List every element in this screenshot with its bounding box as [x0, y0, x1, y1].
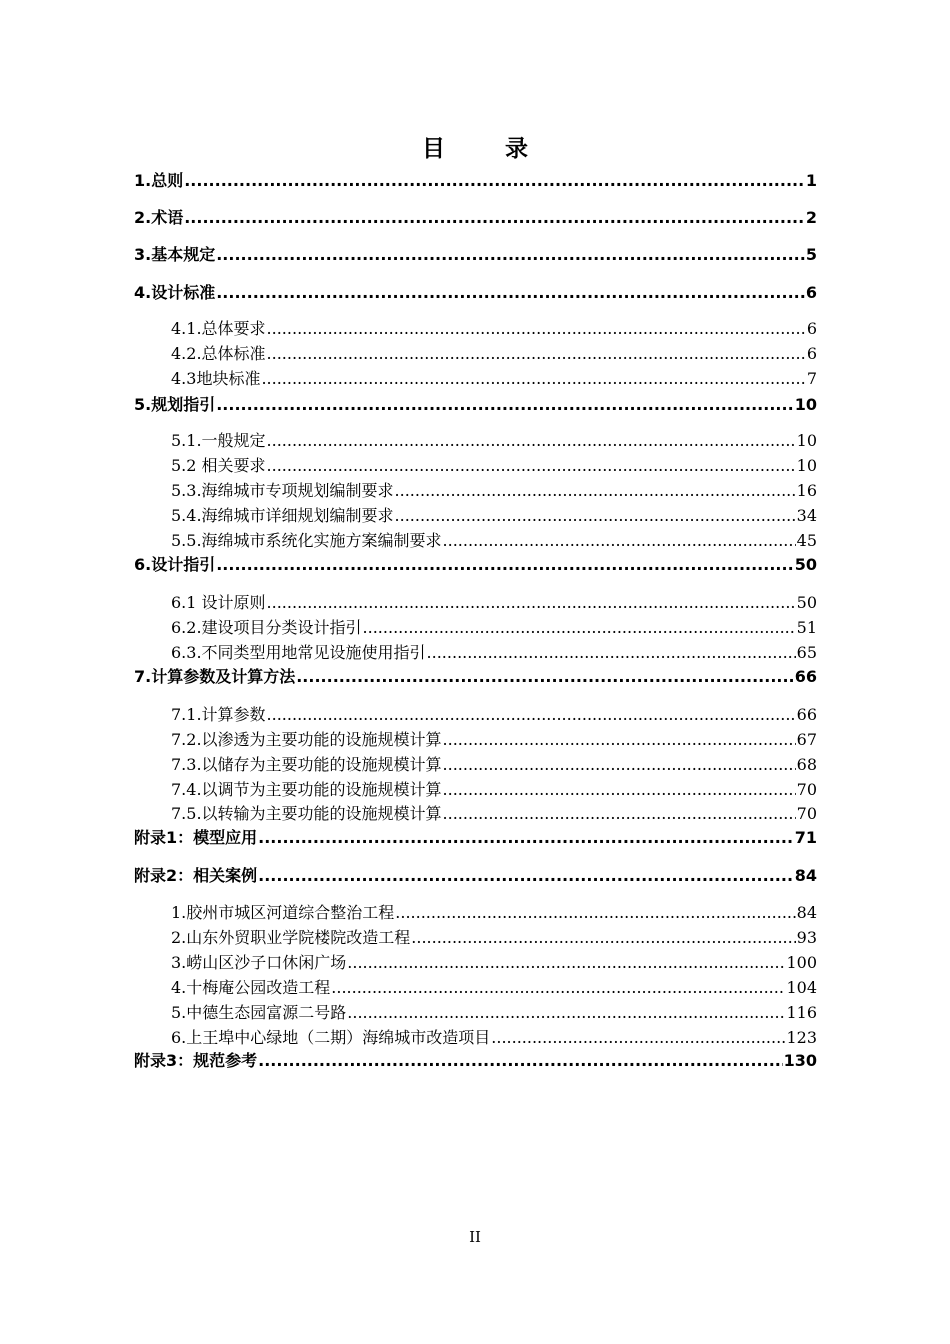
toc-leader	[216, 555, 794, 574]
toc-entry-page: 50	[796, 593, 817, 612]
toc-entry-label: 5.规划指引	[134, 395, 216, 414]
toc-leader	[491, 1028, 785, 1047]
page-number: II	[469, 1228, 481, 1246]
toc-leader	[258, 866, 794, 885]
toc-leader	[443, 804, 796, 823]
toc-entry-page: 116	[786, 1003, 817, 1022]
toc-entry-page: 51	[796, 618, 817, 637]
toc-entry[interactable]	[171, 1000, 817, 1023]
toc-entry-label: 5.1.一般规定	[171, 431, 266, 450]
toc-entry[interactable]	[171, 316, 817, 339]
toc-entry[interactable]	[171, 752, 817, 775]
toc-leader	[258, 828, 794, 847]
toc-entry-page: 93	[796, 928, 817, 947]
toc-leader	[395, 506, 796, 525]
toc-entry[interactable]	[171, 428, 817, 451]
toc-entry-label: 2.术语	[134, 208, 184, 227]
toc-leader	[267, 593, 796, 612]
toc-leader	[443, 755, 796, 774]
toc-entry-label: 5.2 相关要求	[171, 456, 266, 475]
toc-entry[interactable]	[171, 727, 817, 750]
toc-entry[interactable]	[171, 366, 817, 389]
toc-entry[interactable]	[171, 341, 817, 364]
toc-entry-label: 1.总则	[134, 171, 184, 190]
toc-entry-label: 附录3：规范参考	[134, 1051, 258, 1070]
toc-entry-page: 130	[783, 1051, 817, 1070]
toc-leader	[261, 369, 805, 388]
toc-entry-label: 6.1 设计原则	[171, 593, 266, 612]
toc-leader	[363, 618, 796, 637]
toc-leader	[395, 903, 795, 922]
toc-entry[interactable]	[171, 615, 817, 638]
toc-entry-page: 123	[786, 1028, 817, 1047]
toc-entry-page: 10	[796, 431, 817, 450]
toc-leader	[184, 208, 805, 227]
toc-leader	[296, 667, 794, 686]
toc-leader	[347, 953, 785, 972]
toc-leader	[267, 456, 796, 475]
toc-leader	[443, 531, 796, 550]
toc-entry-label: 3.崂山区沙子口休闲广场	[171, 953, 347, 972]
toc-entry[interactable]	[171, 925, 817, 948]
toc-entry[interactable]	[171, 777, 817, 800]
toc-leader	[267, 344, 806, 363]
toc-entry-page: 7	[806, 369, 817, 388]
toc-leader	[347, 1003, 785, 1022]
toc-entry[interactable]	[171, 503, 817, 526]
toc-entry-label: 附录1：模型应用	[134, 828, 258, 847]
toc-leader	[443, 780, 796, 799]
toc-entry-page: 100	[786, 953, 817, 972]
toc-entry-page: 2	[805, 208, 817, 227]
toc-entry-label: 1.胶州市城区河道综合整治工程	[171, 903, 395, 922]
toc-title: 目 录	[421, 136, 554, 162]
toc-entry-page: 71	[794, 828, 817, 847]
toc-entry-label: 7.3.以储存为主要功能的设施规模计算	[171, 755, 442, 774]
toc-entry[interactable]	[171, 640, 817, 663]
toc-entry-page: 5	[805, 245, 817, 264]
toc-entry-page: 70	[796, 780, 817, 799]
toc-entry-page: 6	[805, 283, 817, 302]
toc-entry-label: 5.3.海绵城市专项规划编制要求	[171, 481, 394, 500]
toc-entry-page: 70	[796, 804, 817, 823]
toc-leader	[443, 730, 796, 749]
toc-entry[interactable]	[134, 863, 817, 886]
toc-leader	[216, 245, 805, 264]
toc-entry-page: 16	[796, 481, 817, 500]
toc-leader	[395, 481, 796, 500]
toc-entry-label: 4.设计标准	[134, 283, 216, 302]
toc-entry[interactable]	[171, 590, 817, 613]
toc-entry-label: 7.计算参数及计算方法	[134, 667, 296, 686]
toc-entry-page: 10	[796, 456, 817, 475]
toc-entry-page: 1	[805, 171, 817, 190]
toc-entry-page: 68	[796, 755, 817, 774]
toc-entry-label: 4.3地块标准	[171, 369, 261, 388]
toc-leader	[267, 319, 806, 338]
toc-entry-label: 4.1.总体要求	[171, 319, 266, 338]
toc-entry[interactable]	[171, 950, 817, 973]
toc-entry[interactable]	[134, 552, 817, 575]
toc-entry[interactable]	[171, 801, 817, 824]
toc-entry-label: 3.基本规定	[134, 245, 216, 264]
toc-entry[interactable]	[134, 168, 817, 191]
toc-entry[interactable]	[134, 242, 817, 265]
toc-entry[interactable]	[134, 1048, 817, 1071]
toc-entry-label: 7.5.以转输为主要功能的设施规模计算	[171, 804, 442, 823]
toc-leader	[427, 643, 796, 662]
toc-entry-label: 附录2：相关案例	[134, 866, 258, 885]
toc-entry-label: 4.2.总体标准	[171, 344, 266, 363]
toc-entry-page: 84	[794, 866, 817, 885]
toc-entry-page: 10	[794, 395, 817, 414]
toc-entry[interactable]	[171, 1025, 817, 1048]
toc-entry[interactable]	[134, 392, 817, 415]
toc-entry-page: 45	[796, 531, 817, 550]
toc-entry-page: 66	[794, 667, 817, 686]
toc-entry-label: 7.1.计算参数	[171, 705, 266, 724]
toc-entry-page: 65	[796, 643, 817, 662]
toc-leader	[216, 283, 805, 302]
toc-entry-label: 5.4.海绵城市详细规划编制要求	[171, 506, 394, 525]
toc-entry-page: 50	[794, 555, 817, 574]
toc-entry[interactable]	[171, 453, 817, 476]
toc-entry-page: 67	[796, 730, 817, 749]
toc-leader	[184, 171, 805, 190]
toc-leader	[216, 395, 794, 414]
toc-leader	[267, 705, 796, 724]
toc-entry[interactable]	[171, 975, 817, 998]
toc-entry-label: 6.上王埠中心绿地（二期）海绵城市改造项目	[171, 1028, 491, 1047]
toc-leader	[267, 431, 796, 450]
toc-entry-label: 6.设计指引	[134, 555, 216, 574]
toc-entry[interactable]	[171, 528, 817, 551]
toc-entry-label: 4.十梅庵公园改造工程	[171, 978, 331, 997]
toc-entry-page: 6	[806, 344, 817, 363]
toc-entry-page: 34	[796, 506, 817, 525]
toc-entry-label: 5.5.海绵城市系统化实施方案编制要求	[171, 531, 442, 550]
toc-entry-page: 84	[796, 903, 817, 922]
toc-entry-label: 5.中德生态园富源二号路	[171, 1003, 347, 1022]
toc-entry[interactable]	[134, 664, 817, 687]
toc-entry-label: 2.山东外贸职业学院楼院改造工程	[171, 928, 411, 947]
toc-entry-label: 7.2.以渗透为主要功能的设施规模计算	[171, 730, 442, 749]
toc-entry-label: 7.4.以调节为主要功能的设施规模计算	[171, 780, 442, 799]
toc-entry-page: 66	[796, 705, 817, 724]
toc-entry[interactable]	[134, 280, 817, 303]
toc-entry-page: 6	[806, 319, 817, 338]
toc-leader	[411, 928, 795, 947]
toc-entry[interactable]	[134, 205, 817, 228]
toc-leader	[258, 1051, 782, 1070]
toc-entry-page: 104	[786, 978, 817, 997]
toc-entry[interactable]	[171, 900, 817, 923]
toc-entry-label: 6.3.不同类型用地常见设施使用指引	[171, 643, 426, 662]
toc-entry-label: 6.2.建设项目分类设计指引	[171, 618, 362, 637]
toc-entry[interactable]	[171, 702, 817, 725]
toc-entry[interactable]	[134, 825, 817, 848]
toc-leader	[331, 978, 785, 997]
toc-entry[interactable]	[171, 478, 817, 501]
